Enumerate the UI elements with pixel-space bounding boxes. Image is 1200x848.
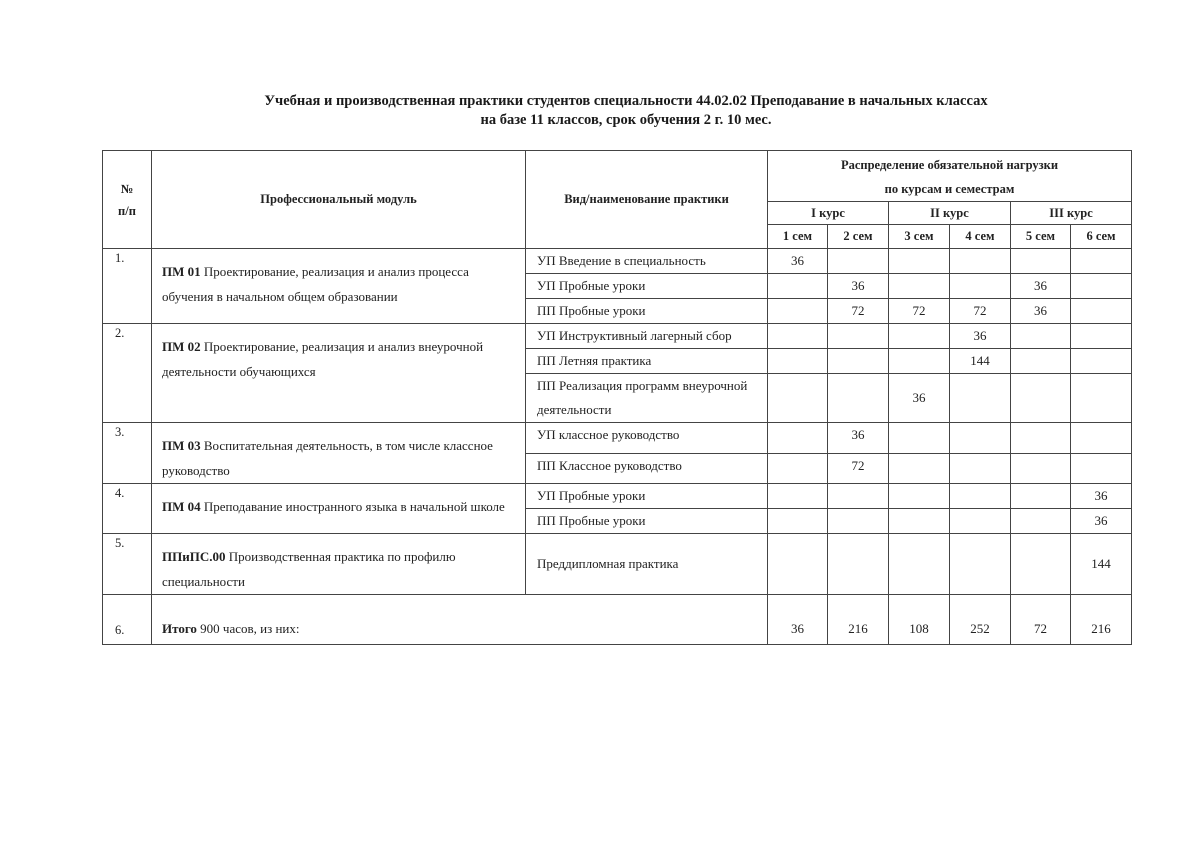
hours-semester-2 <box>828 324 889 349</box>
hours-semester-2: 72 <box>828 453 889 484</box>
hours-semester-3 <box>889 534 950 595</box>
hours-semester-5: 36 <box>1011 274 1071 299</box>
hours-semester-4: 72 <box>950 299 1011 324</box>
module-code: ПМ 02 <box>162 339 201 354</box>
total-label <box>152 595 768 645</box>
hours-semester-1: 36 <box>768 249 828 274</box>
hours-semester-3: 72 <box>889 299 950 324</box>
module-code: ПМ 04 <box>162 499 201 514</box>
hours-semester-4 <box>950 249 1011 274</box>
table-row <box>103 249 1132 274</box>
hours-semester-5 <box>1011 453 1071 484</box>
row-number: 2. <box>103 324 152 423</box>
hours-semester-5 <box>1011 249 1071 274</box>
hours-semester-6 <box>1071 374 1132 423</box>
hours-semester-5 <box>1011 509 1071 534</box>
row-number: 1. <box>103 249 152 324</box>
hours-semester-1 <box>768 324 828 349</box>
hours-semester-6 <box>1071 453 1132 484</box>
header-course-2: II курс <box>889 202 1011 225</box>
hours-semester-4 <box>950 374 1011 423</box>
hours-semester-6 <box>1071 349 1132 374</box>
hours-semester-1 <box>768 423 828 454</box>
hours-semester-1 <box>768 484 828 509</box>
practice-name: УП классное руководство <box>526 423 768 454</box>
total-label-rest: 900 часов, из них: <box>200 621 300 636</box>
module-code: ППиПС.00 <box>162 549 226 564</box>
total-hours-semester-4: 252 <box>950 595 1011 645</box>
hours-semester-2: 36 <box>828 274 889 299</box>
hours-semester-1 <box>768 534 828 595</box>
hours-semester-4 <box>950 534 1011 595</box>
total-label-bold: Итого <box>162 621 197 636</box>
hours-semester-4 <box>950 509 1011 534</box>
practice-name: ПП Реализация программ внеурочной деятельности <box>526 374 768 423</box>
hours-semester-3 <box>889 484 950 509</box>
table-row <box>103 534 1132 595</box>
module-name: Преподавание иностранного языка в начальной школе <box>203 499 505 514</box>
table-row <box>103 324 1132 349</box>
row-number: 3. <box>103 423 152 484</box>
hours-semester-2: 72 <box>828 299 889 324</box>
module-cell <box>152 423 526 484</box>
total-hours-semester-3: 108 <box>889 595 950 645</box>
practice-name: ПП Классное руководство <box>526 453 768 484</box>
module-name: Воспитательная деятельность, в том числе классное руководство <box>162 438 493 478</box>
module-cell <box>152 249 526 324</box>
module-cell <box>152 484 526 534</box>
practice-name: Преддипломная практика <box>526 534 768 595</box>
hours-semester-3: 36 <box>889 374 950 423</box>
hours-semester-3 <box>889 324 950 349</box>
row-number: 6. <box>103 595 152 645</box>
hours-semester-2: 36 <box>828 423 889 454</box>
hours-semester-1 <box>768 453 828 484</box>
title-line-1: Учебная и производственная практики студентов специальности 44.02.02 Преподавание в начальных классах <box>264 93 988 109</box>
hours-semester-6 <box>1071 274 1132 299</box>
total-hours-semester-6: 216 <box>1071 595 1132 645</box>
hours-semester-3 <box>889 349 950 374</box>
header-number-line1: № <box>120 181 134 196</box>
practice-name: УП Введение в специальность <box>526 249 768 274</box>
hours-semester-1 <box>768 349 828 374</box>
hours-semester-2 <box>828 534 889 595</box>
total-hours-semester-1: 36 <box>768 595 828 645</box>
module-code: ПМ 03 <box>162 438 201 453</box>
hours-semester-5 <box>1011 324 1071 349</box>
hours-semester-1 <box>768 274 828 299</box>
hours-semester-5 <box>1011 534 1071 595</box>
practice-plan-table <box>102 150 1132 645</box>
total-hours-semester-2: 216 <box>828 595 889 645</box>
hours-semester-5: 36 <box>1011 299 1071 324</box>
header-semester-5: 5 сем <box>1011 225 1071 249</box>
module-cell <box>152 324 526 423</box>
practice-name: ПП Летняя практика <box>526 349 768 374</box>
practice-name: УП Пробные уроки <box>526 484 768 509</box>
header-distribution <box>768 151 1132 202</box>
hours-semester-2 <box>828 249 889 274</box>
practice-name: УП Инструктивный лагерный сбор <box>526 324 768 349</box>
hours-semester-6 <box>1071 324 1132 349</box>
hours-semester-6 <box>1071 423 1132 454</box>
module-cell <box>152 534 526 595</box>
header-course-1: I курс <box>768 202 889 225</box>
hours-semester-1 <box>768 299 828 324</box>
header-distribution-line2: по курсам и семестрам <box>884 181 1015 196</box>
module-name: Производственная практика по профилю специальности <box>162 549 456 589</box>
hours-semester-6 <box>1071 299 1132 324</box>
row-number: 4. <box>103 484 152 534</box>
hours-semester-6: 36 <box>1071 509 1132 534</box>
hours-semester-5 <box>1011 349 1071 374</box>
document-title <box>0 92 1200 130</box>
header-distribution-line1: Распределение обязательной нагрузки <box>840 157 1059 172</box>
header-semester-2: 2 сем <box>828 225 889 249</box>
table-row <box>103 484 1132 509</box>
row-number: 5. <box>103 534 152 595</box>
hours-semester-4 <box>950 484 1011 509</box>
practice-name: ПП Пробные уроки <box>526 299 768 324</box>
hours-semester-3 <box>889 274 950 299</box>
module-name: Проектирование, реализация и анализ процесса обучения в начальном общем образовании <box>162 264 469 304</box>
table-row <box>103 423 1132 454</box>
table-body <box>103 249 1132 645</box>
hours-semester-4: 36 <box>950 324 1011 349</box>
header-number <box>103 151 152 249</box>
hours-semester-5 <box>1011 484 1071 509</box>
hours-semester-3 <box>889 509 950 534</box>
hours-semester-4 <box>950 274 1011 299</box>
hours-semester-6: 36 <box>1071 484 1132 509</box>
title-line-2: на базе 11 классов, срок обучения 2 г. 10 мес. <box>480 112 772 128</box>
module-name: Проектирование, реализация и анализ внеурочной деятельности обучающихся <box>162 339 484 379</box>
header-semester-4: 4 сем <box>950 225 1011 249</box>
total-hours-semester-5: 72 <box>1011 595 1071 645</box>
practice-name: ПП Пробные уроки <box>526 509 768 534</box>
hours-semester-2 <box>828 509 889 534</box>
hours-semester-6 <box>1071 249 1132 274</box>
header-practice: Вид/наименование практики <box>526 151 768 249</box>
hours-semester-4 <box>950 423 1011 454</box>
hours-semester-4 <box>950 453 1011 484</box>
header-semester-1: 1 сем <box>768 225 828 249</box>
hours-semester-3 <box>889 249 950 274</box>
hours-semester-3 <box>889 423 950 454</box>
hours-semester-2 <box>828 484 889 509</box>
total-row <box>103 595 1132 645</box>
hours-semester-5 <box>1011 423 1071 454</box>
header-semester-6: 6 сем <box>1071 225 1132 249</box>
header-semester-3: 3 сем <box>889 225 950 249</box>
hours-semester-6: 144 <box>1071 534 1132 595</box>
hours-semester-2 <box>828 374 889 423</box>
hours-semester-3 <box>889 453 950 484</box>
hours-semester-2 <box>828 349 889 374</box>
module-code: ПМ 01 <box>162 264 201 279</box>
header-number-line2: п/п <box>118 203 136 218</box>
header-module: Профессиональный модуль <box>152 151 526 249</box>
hours-semester-4: 144 <box>950 349 1011 374</box>
practice-name: УП Пробные уроки <box>526 274 768 299</box>
hours-semester-1 <box>768 509 828 534</box>
hours-semester-5 <box>1011 374 1071 423</box>
header-course-3: III курс <box>1011 202 1132 225</box>
hours-semester-1 <box>768 374 828 423</box>
